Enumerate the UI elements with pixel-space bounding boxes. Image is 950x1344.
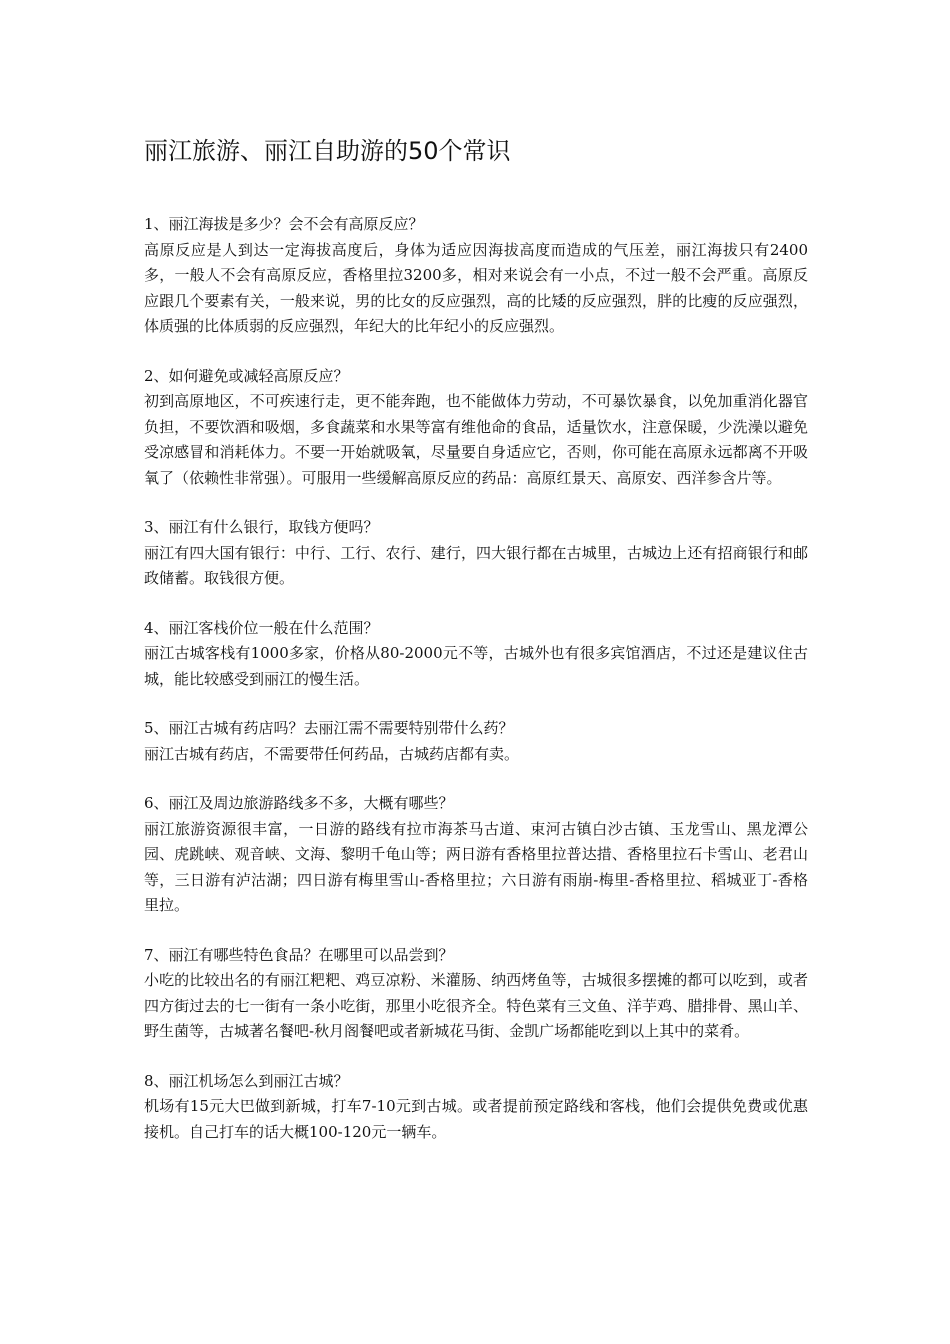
answer-7: 小吃的比较出名的有丽江粑粑、鸡豆凉粉、米灌肠、纳西烤鱼等，古城很多摆摊的都可以吃到，或者四方街过去的七一街有一条小吃街，那里小吃很齐全。特色菜有三文鱼、洋芋鸡、腊排骨、黑山羊、野生菌等，古城著名餐吧-秋月阁餐吧或者新城花马街、金凯广场都能吃到以上其中的菜肴。 [144, 971, 808, 1040]
qa-item-1 [144, 212, 808, 340]
question-6: 6、丽江及周边旅游路线多不多，大概有哪些？ [144, 794, 454, 812]
document-title: 丽江旅游、丽江自助游的50个常识 [144, 137, 511, 165]
question-8: 8、丽江机场怎么到丽江古城？ [144, 1071, 349, 1090]
question-2: 2、如何避免或减轻高原反应？ [144, 366, 349, 385]
document-page [144, 128, 808, 1169]
qa-item-7 [144, 943, 808, 1045]
answer-2: 初到高原地区，不可疾速行走，更不能奔跑，也不能做体力劳动，不可暴饮暴食，以免加重消化器官负担，不要饮酒和吸烟，多食蔬菜和水果等富有维他命的食品，适量饮水，注意保暖，少洗澡以避免受凉感冒和消耗体力。不要一开始就吸氧，尽量要自身适应它，否则，你可能在高原永远都离不开吸氧了（依赖性非常强）。可服用一些缓解高原反应的药品：高原红景天、高原安、西洋参含片等。 [144, 392, 808, 487]
answer-8: 机场有15元大巴做到新城，打车7-10元到古城。或者提前预定路线和客栈，他们会提供免费或优惠接机。自己打车的话大概100-120元一辆车。 [144, 1097, 808, 1141]
question-1: 1、丽江海拔是多少？会不会有高原反应？ [144, 215, 424, 233]
qa-item-3 [144, 515, 808, 592]
answer-1: 高原反应是人到达一定海拔高度后，身体为适应因海拔高度而造成的气压差，丽江海拔只有2400多，一般人不会有高原反应，香格里拉3200多，相对来说会有一小点，不过一般不会严重。高原反应跟几个要素有关，一般来说，男的比女的反应强烈，高的比矮的反应强烈，胖的比瘦的反应强烈，体质强的比体质弱的反应强烈，年纪大的比年纪小的反应强烈。 [144, 240, 808, 335]
qa-item-5 [144, 716, 808, 767]
answer-5: 丽江古城有药店，不需要带任何药品，古城药店都有卖。 [144, 744, 520, 763]
question-3: 3、丽江有什么银行，取钱方便吗？ [144, 518, 379, 536]
qa-item-6 [144, 791, 808, 919]
question-5: 5、丽江古城有药店吗？去丽江需不需要特别带什么药？ [144, 719, 514, 737]
question-4: 4、丽江客栈价位一般在什么范围？ [144, 618, 379, 637]
qa-item-8 [144, 1069, 808, 1146]
answer-6: 丽江旅游资源很丰富，一日游的路线有拉市海茶马古道、束河古镇白沙古镇、玉龙雪山、黑龙潭公园、虎跳峡、观音峡、文海、黎明千龟山等；两日游有香格里拉普达措、香格里拉石卡雪山、老君山等，三日游有泸沽湖；四日游有梅里雪山-香格里拉；六日游有雨崩-梅里-香格里拉、稻城亚丁-香格里拉。 [144, 819, 808, 914]
answer-4: 丽江古城客栈有1000多家，价格从80-2000元不等，古城外也有很多宾馆酒店，不过还是建议住古城，能比较感受到丽江的慢生活。 [144, 644, 808, 688]
question-7: 7、丽江有哪些特色食品？在哪里可以品尝到？ [144, 945, 454, 964]
qa-item-4 [144, 616, 808, 693]
qa-item-2 [144, 364, 808, 492]
answer-3: 丽江有四大国有银行：中行、工行、农行、建行，四大银行都在古城里，古城边上还有招商银行和邮政储蓄。取钱很方便。 [144, 543, 808, 587]
